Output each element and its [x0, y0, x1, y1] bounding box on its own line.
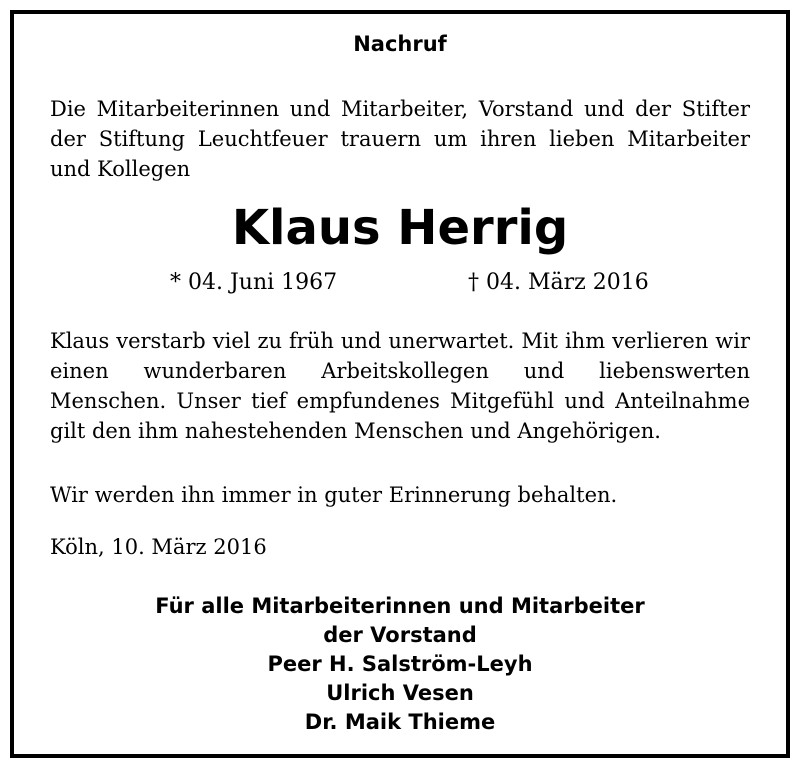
signature-line: der Vorstand — [323, 623, 477, 647]
signature-line: Für alle Mitarbeiterinnen und Mitarbeiter — [155, 594, 645, 618]
closing-line: Wir werden ihn immer in guter Erinnerung behalten. — [50, 483, 618, 507]
deceased-name: Klaus Herrig — [231, 200, 569, 256]
place-and-date: Köln, 10. März 2016 — [50, 535, 267, 559]
birth-date: * 04. Juni 1967 — [170, 270, 338, 295]
notice-heading: Nachruf — [353, 32, 447, 56]
signature-line: Ulrich Vesen — [326, 681, 474, 705]
obituary-notice — [10, 10, 790, 758]
body-paragraph: Klaus verstarb viel zu früh und unerwartet. Mit ihm verlieren wir einen wunderbaren Arbeitskollegen und liebenswerten Menschen. Unser tief empfundenes Mitgefühl und Anteilnahme gilt den ihm nahestehenden Menschen und Angehörigen. — [50, 329, 750, 443]
intro-paragraph: Die Mitarbeiterinnen und Mitarbeiter, Vorstand und der Stifter der Stiftung Leuchtfeuer trauern um ihren lieben Mitarbeiter und Kollegen — [50, 97, 750, 181]
death-date: † 04. März 2016 — [468, 270, 649, 295]
signature-line: Dr. Maik Thieme — [304, 710, 496, 734]
signature-block — [14, 592, 786, 737]
signature-line: Peer H. Salström-Leyh — [267, 652, 533, 676]
